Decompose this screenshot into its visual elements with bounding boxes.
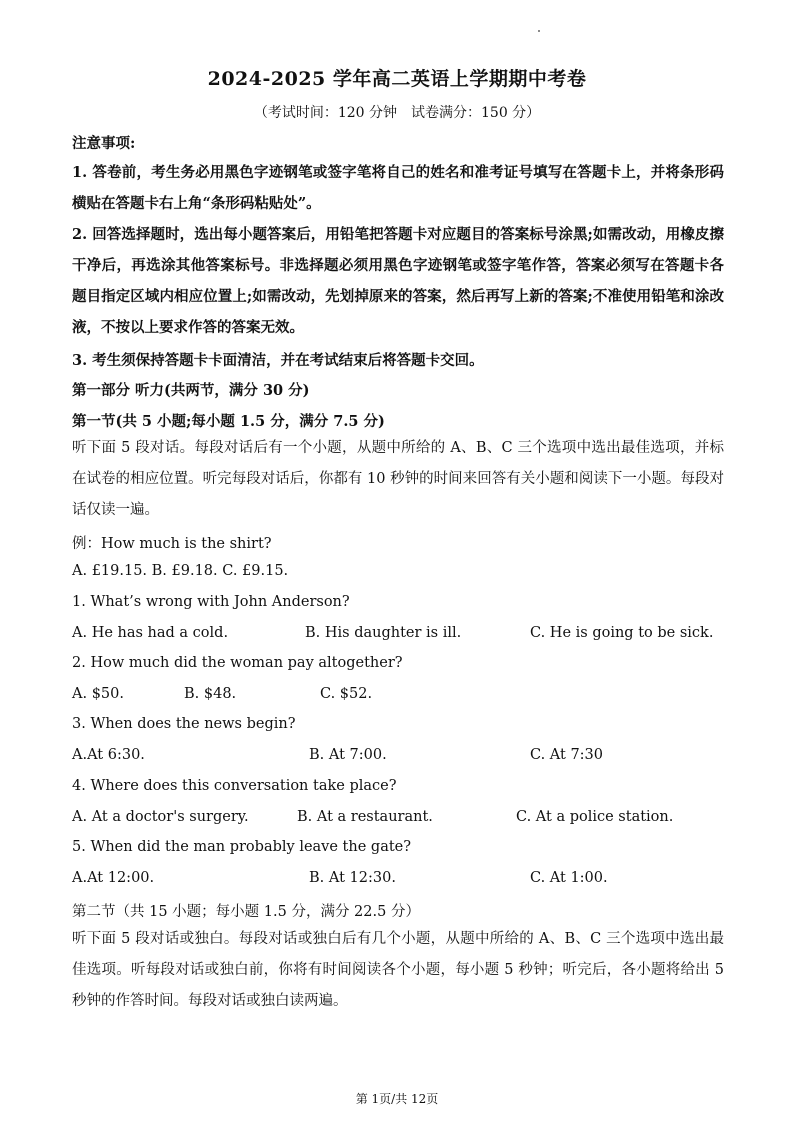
q5-option-b: B. At 12:30.: [309, 870, 396, 886]
q3-option-c: C. At 7:30: [530, 747, 604, 763]
notice-item-3: 3. 考生须保持答题卡卡面清洁，并在考试结束后将答题卡交回。: [72, 352, 484, 369]
question-2: 2. How much did the woman pay altogether?: [72, 655, 403, 671]
q2-option-b: B. $48.: [184, 686, 237, 702]
section2-heading: 第二节（共 15 小题；每小题 1.5 分，满分 22.5 分）: [72, 904, 420, 920]
question-4: 4. Where does this conversation take place?: [72, 778, 397, 794]
q1-option-b: B. His daughter is ill.: [305, 625, 462, 641]
notice-item-1: 1. 答卷前，考生务必用黑色字迹钢笔或签字笔将自己的姓名和准考证号填写在答题卡上，并将条形码横贴在答题卡右上角“条形码粘贴处”。: [72, 164, 724, 212]
question-5: 5. When did the man probably leave the gate?: [72, 839, 412, 855]
section2-instructions: 听下面 5 段对话或独白。每段对话或独白后有几个小题，从题中所给的 A、B、C 三个选项中选出最佳选项。听每段对话或独白前，你将有时间阅读各个小题，每小题 5 秒钟；听完后，各小题将给出 5 秒钟的作答时间。每段对话或独白读两遍。: [72, 931, 724, 1009]
q4-option-a: A. At a doctor's surgery.: [72, 809, 249, 825]
example-options: A. £19.15. B. £9.18. C. £9.15.: [72, 563, 289, 579]
exam-info: （考试时间：120 分钟 试卷满分：150 分）: [253, 105, 541, 121]
section1-instructions: 听下面 5 段对话。每段对话后有一个小题，从题中所给的 A、B、C 三个选项中选出最佳选项，并标在试卷的相应位置。听完每段对话后，你都有 10 秒钟的时间来回答有关小题和阅读下一小题。每段对话仅读一遍。: [72, 440, 724, 518]
q5-option-c: C. At 1:00.: [530, 870, 608, 886]
q4-option-c: C. At a police station.: [516, 809, 674, 825]
notice-heading: 注意事项:: [72, 135, 136, 152]
q1-option-c: C. He is going to be sick.: [530, 625, 714, 641]
example-question: 例：How much is the shirt?: [72, 536, 272, 552]
q3-option-a: A.At 6:30.: [72, 747, 145, 763]
q4-option-b: B. At a restaurant.: [297, 809, 433, 825]
question-1: 1. What’s wrong with John Anderson?: [72, 594, 350, 610]
part1-heading: 第一部分 听力(共两节，满分 30 分): [72, 382, 310, 399]
dot-mark: [538, 30, 540, 32]
page-title: 2024-2025 学年高二英语上学期期中考卷: [207, 68, 587, 90]
q2-option-a: A. $50.: [72, 686, 124, 702]
question-3: 3. When does the news begin?: [72, 716, 296, 732]
notice-item-2: 2. 回答选择题时，选出每小题答案后，用铅笔把答题卡对应题目的答案标号涂黑;如需改动，用橡皮擦干净后，再选涂其他答案标号。非选择题必须用黑色字迹钢笔或签字笔作答，答案必须写在答题卡各题目指定区域内相应位置上;如需改动，先划掉原来的答案，然后再写上新的答案;不准使用铅笔和涂改液，不按以上要求作答的答案无效。: [72, 226, 724, 336]
q2-option-c: C. $52.: [320, 686, 373, 702]
page-number: 第 1页/共 12页: [355, 1092, 439, 1106]
q5-option-a: A.At 12:00.: [72, 870, 155, 886]
section1-heading: 第一节(共 5 小题;每小题 1.5 分，满分 7.5 分): [72, 413, 385, 430]
q1-option-a: A. He has had a cold.: [72, 625, 229, 641]
q3-option-b: B. At 7:00.: [309, 747, 387, 763]
